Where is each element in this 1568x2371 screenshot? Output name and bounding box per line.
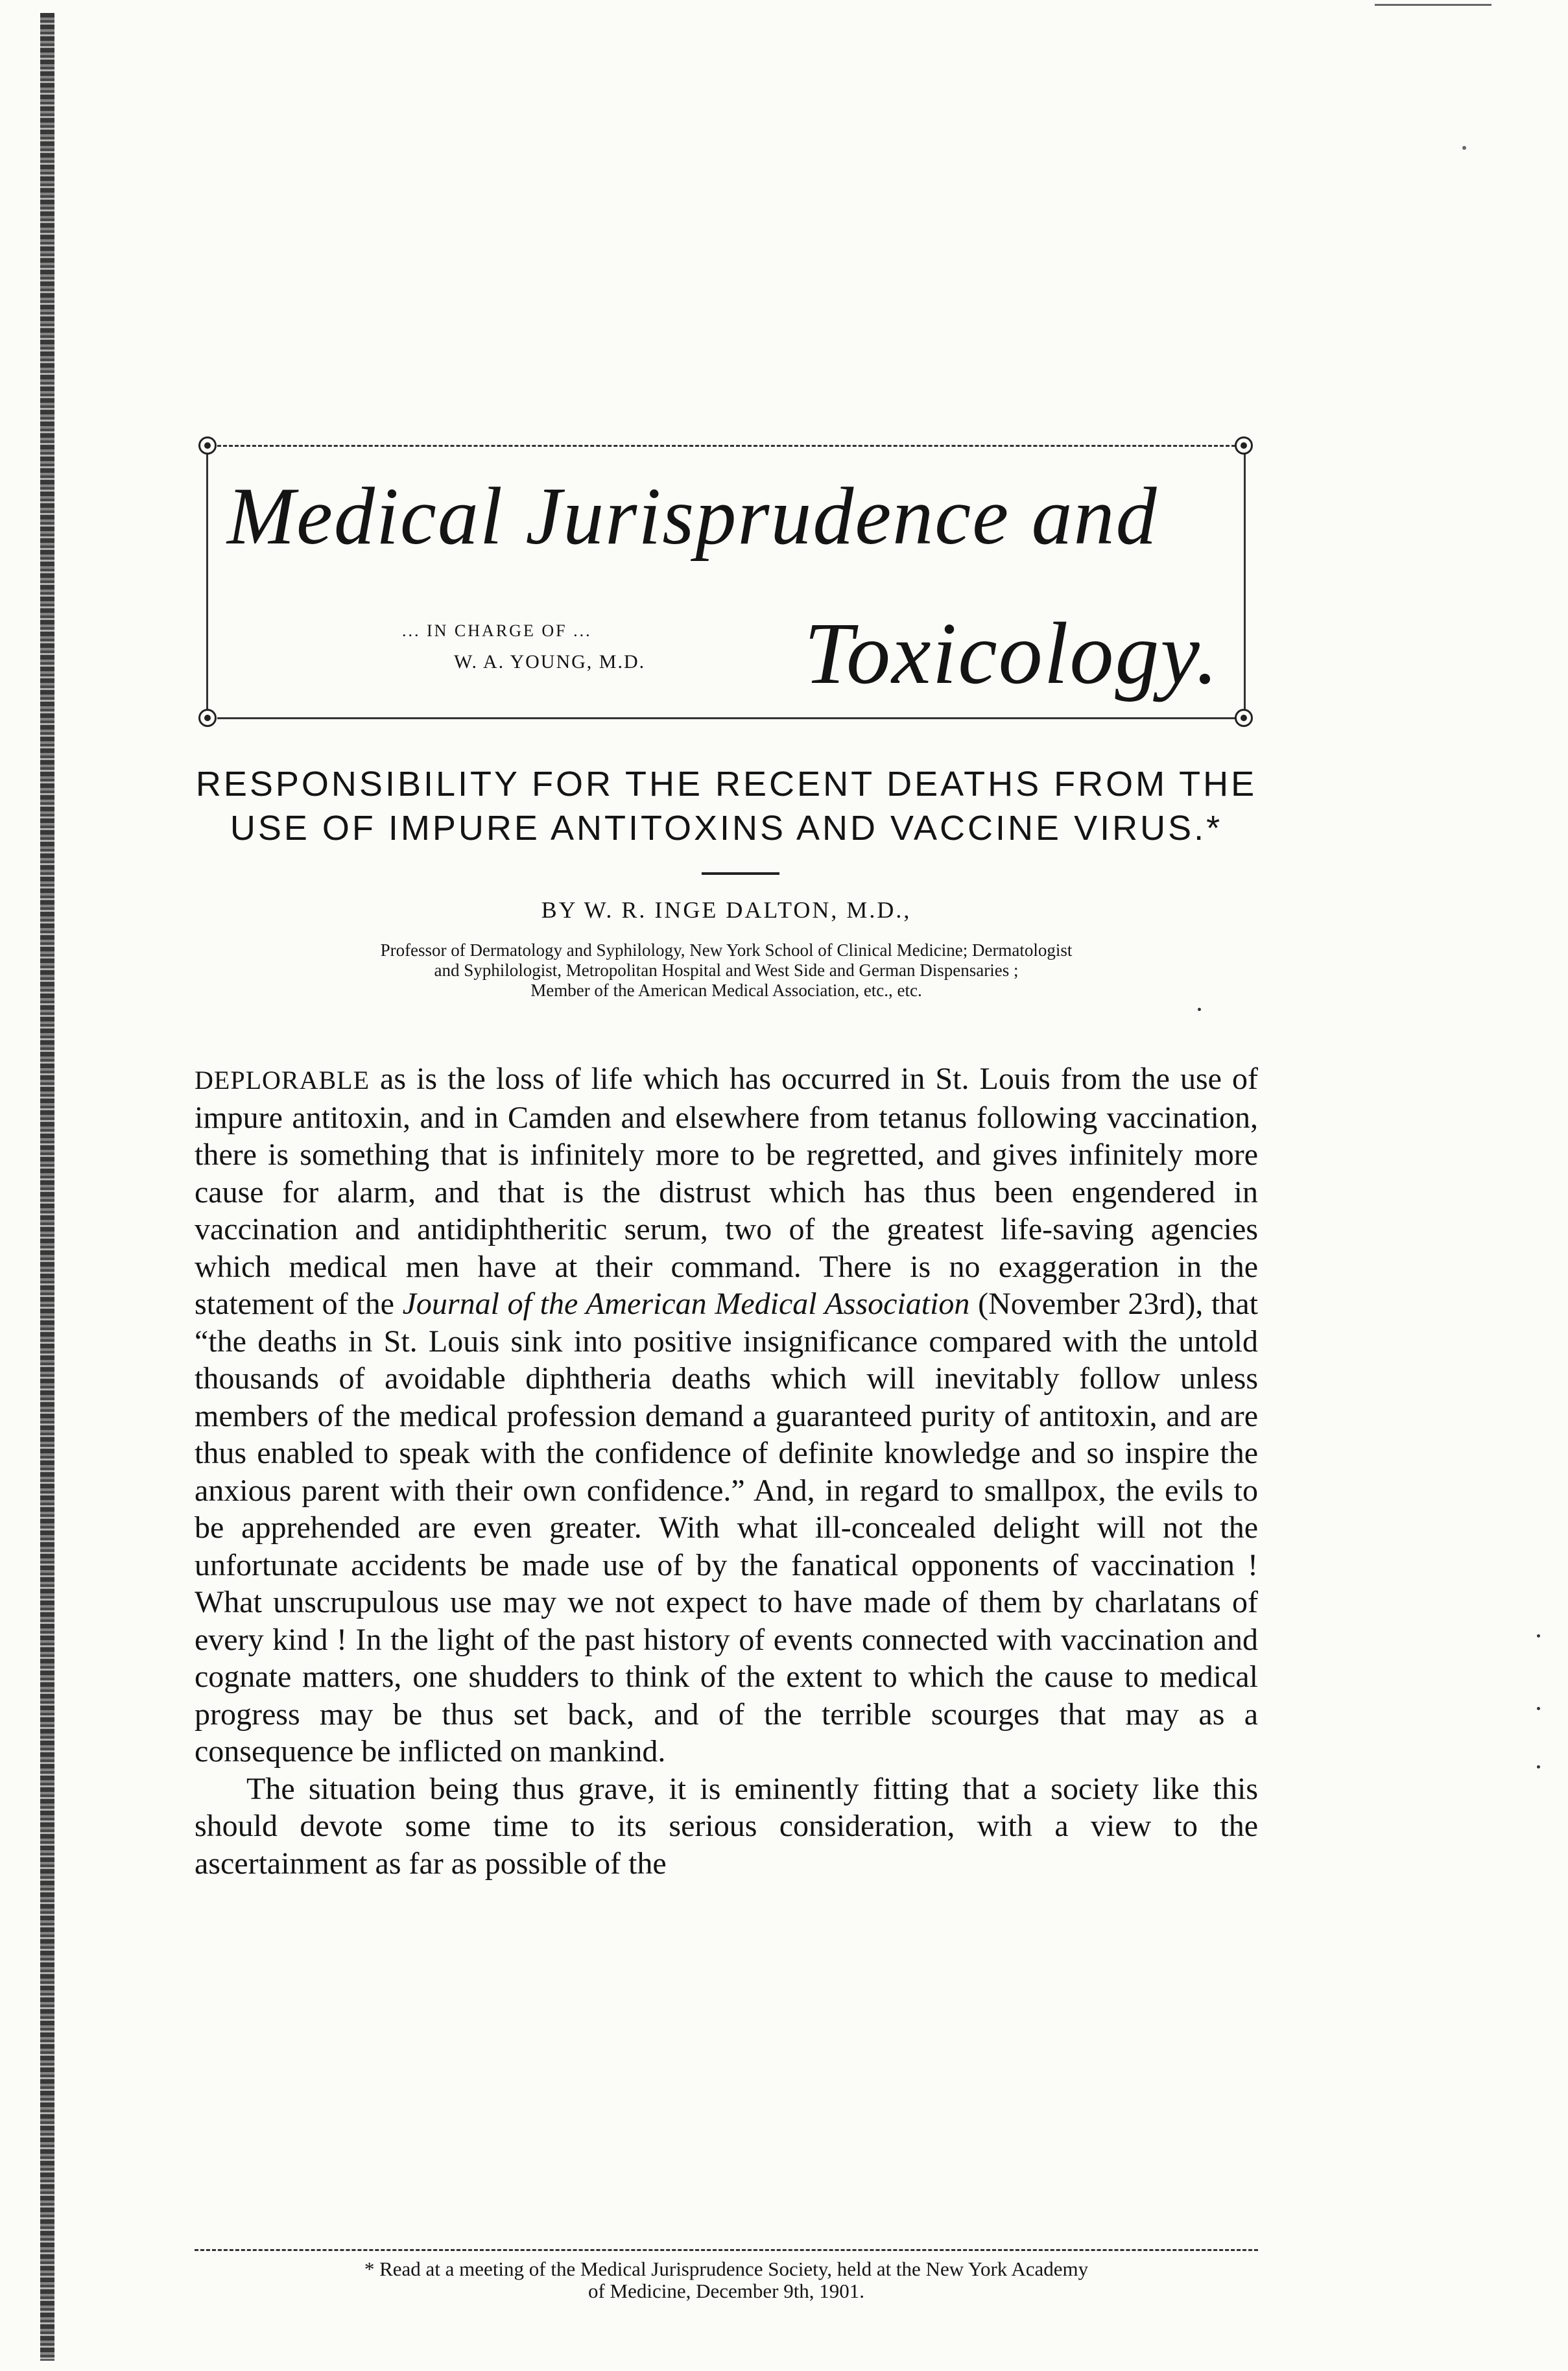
scan-speck [1537, 1765, 1540, 1769]
scan-edge-mark [1375, 4, 1491, 6]
paragraph-text: (November 23rd), that “the deaths in St. Louis sink into positive insignificance compared with the untold thousands of avoidable diphtheria deaths which will inevitably follow unless members of the medical profession demand a guaranteed purity of antitoxin, and are thus enabled to speak with the confidence of definite knowledge and so inspire the anxious parent with their own confidence.” And, in regard to smallpox, the evils to be apprehended are even greater. With what ill-concealed delight will not the unfortunate accidents be made use of by the fanatical opponents of vaccination ! What unscrupulous use may we not expect to have made of them by charlatans of every kind ! In the light of the past history of events connected with vaccination and cognate matters, one shudders to think of the extent to which the cause to medical progress may be thus set back, and of the terrible scourges that may as a consequence be inflicted on mankind. [195, 1287, 1258, 1769]
article-title [195, 762, 1258, 850]
section-editor: W. A. YOUNG, M.D. [454, 651, 646, 673]
section-title: Medical Jurisprudence and [227, 471, 1158, 562]
scan-speck [1537, 1707, 1540, 1710]
affiliation-line: and Syphilologist, Metropolitan Hospital and West Side and German Dispensaries ; [434, 960, 1019, 980]
affiliation-line: Professor of Dermatology and Syphilology, New York School of Clinical Medicine; Dermatologist [380, 940, 1073, 960]
article-title-line: USE OF IMPURE ANTITOXINS AND VACCINE VIRUS.* [230, 809, 1223, 848]
header-frame-right [1244, 454, 1246, 710]
footnote-divider [195, 2249, 1258, 2251]
footnote [195, 2258, 1258, 2302]
author-affiliation [195, 940, 1258, 1001]
paragraph [195, 1060, 1258, 1770]
scan-speck [1198, 1008, 1201, 1011]
paragraph-lead-word: DEPLORABLE [195, 1066, 370, 1095]
frame-corner-ornament [1235, 709, 1253, 727]
affiliation-line: Member of the American Medical Association, etc., etc. [530, 981, 922, 1000]
footnote-line: * Read at a meeting of the Medical Jurisprudence Society, held at the New York Academy [364, 2258, 1089, 2280]
header-frame-left [206, 454, 208, 710]
frame-corner-ornament [198, 709, 217, 727]
scan-speck [1537, 1634, 1540, 1638]
scan-speck [1462, 146, 1466, 150]
header-frame-top [217, 445, 1235, 447]
section-title-end: Toxicology. [804, 605, 1220, 702]
paragraph: The situation being thus grave, it is eminently fitting that a society like this should devote some time to its serious consideration, with a view to the ascertainment as far as possible of the [195, 1771, 1258, 1881]
header-frame-bottom [217, 717, 1235, 719]
frame-corner-ornament [1235, 436, 1253, 455]
editor-charge-label: ... IN CHARGE OF ... [402, 621, 592, 640]
title-divider [702, 872, 779, 875]
article-title-line: RESPONSIBILITY FOR THE RECENT DEATHS FROM THE [195, 765, 1257, 804]
page-binding-edge [40, 13, 54, 2361]
frame-corner-ornament [198, 436, 217, 455]
author-byline: BY W. R. INGE DALTON, M.D., [541, 897, 912, 923]
footnote-line: of Medicine, December 9th, 1901. [588, 2280, 865, 2302]
paragraph-text: as is the loss of life which has occurred in St. Louis from the use of impure antitoxin, and in Camden and elsewhere from tetanus following vaccination, there is something that is infinitely more to be regretted, and gives infinitely more cause for alarm, and that is the distrust which has thus been engendered in vaccination and antidiphtheritic serum, two of the greatest life-saving agencies which medical men have at their command. There is no exaggeration in the statement of the [195, 1062, 1258, 1321]
journal-name: Journal of the American Medical Association [402, 1287, 970, 1321]
article-body [195, 1060, 1258, 1882]
